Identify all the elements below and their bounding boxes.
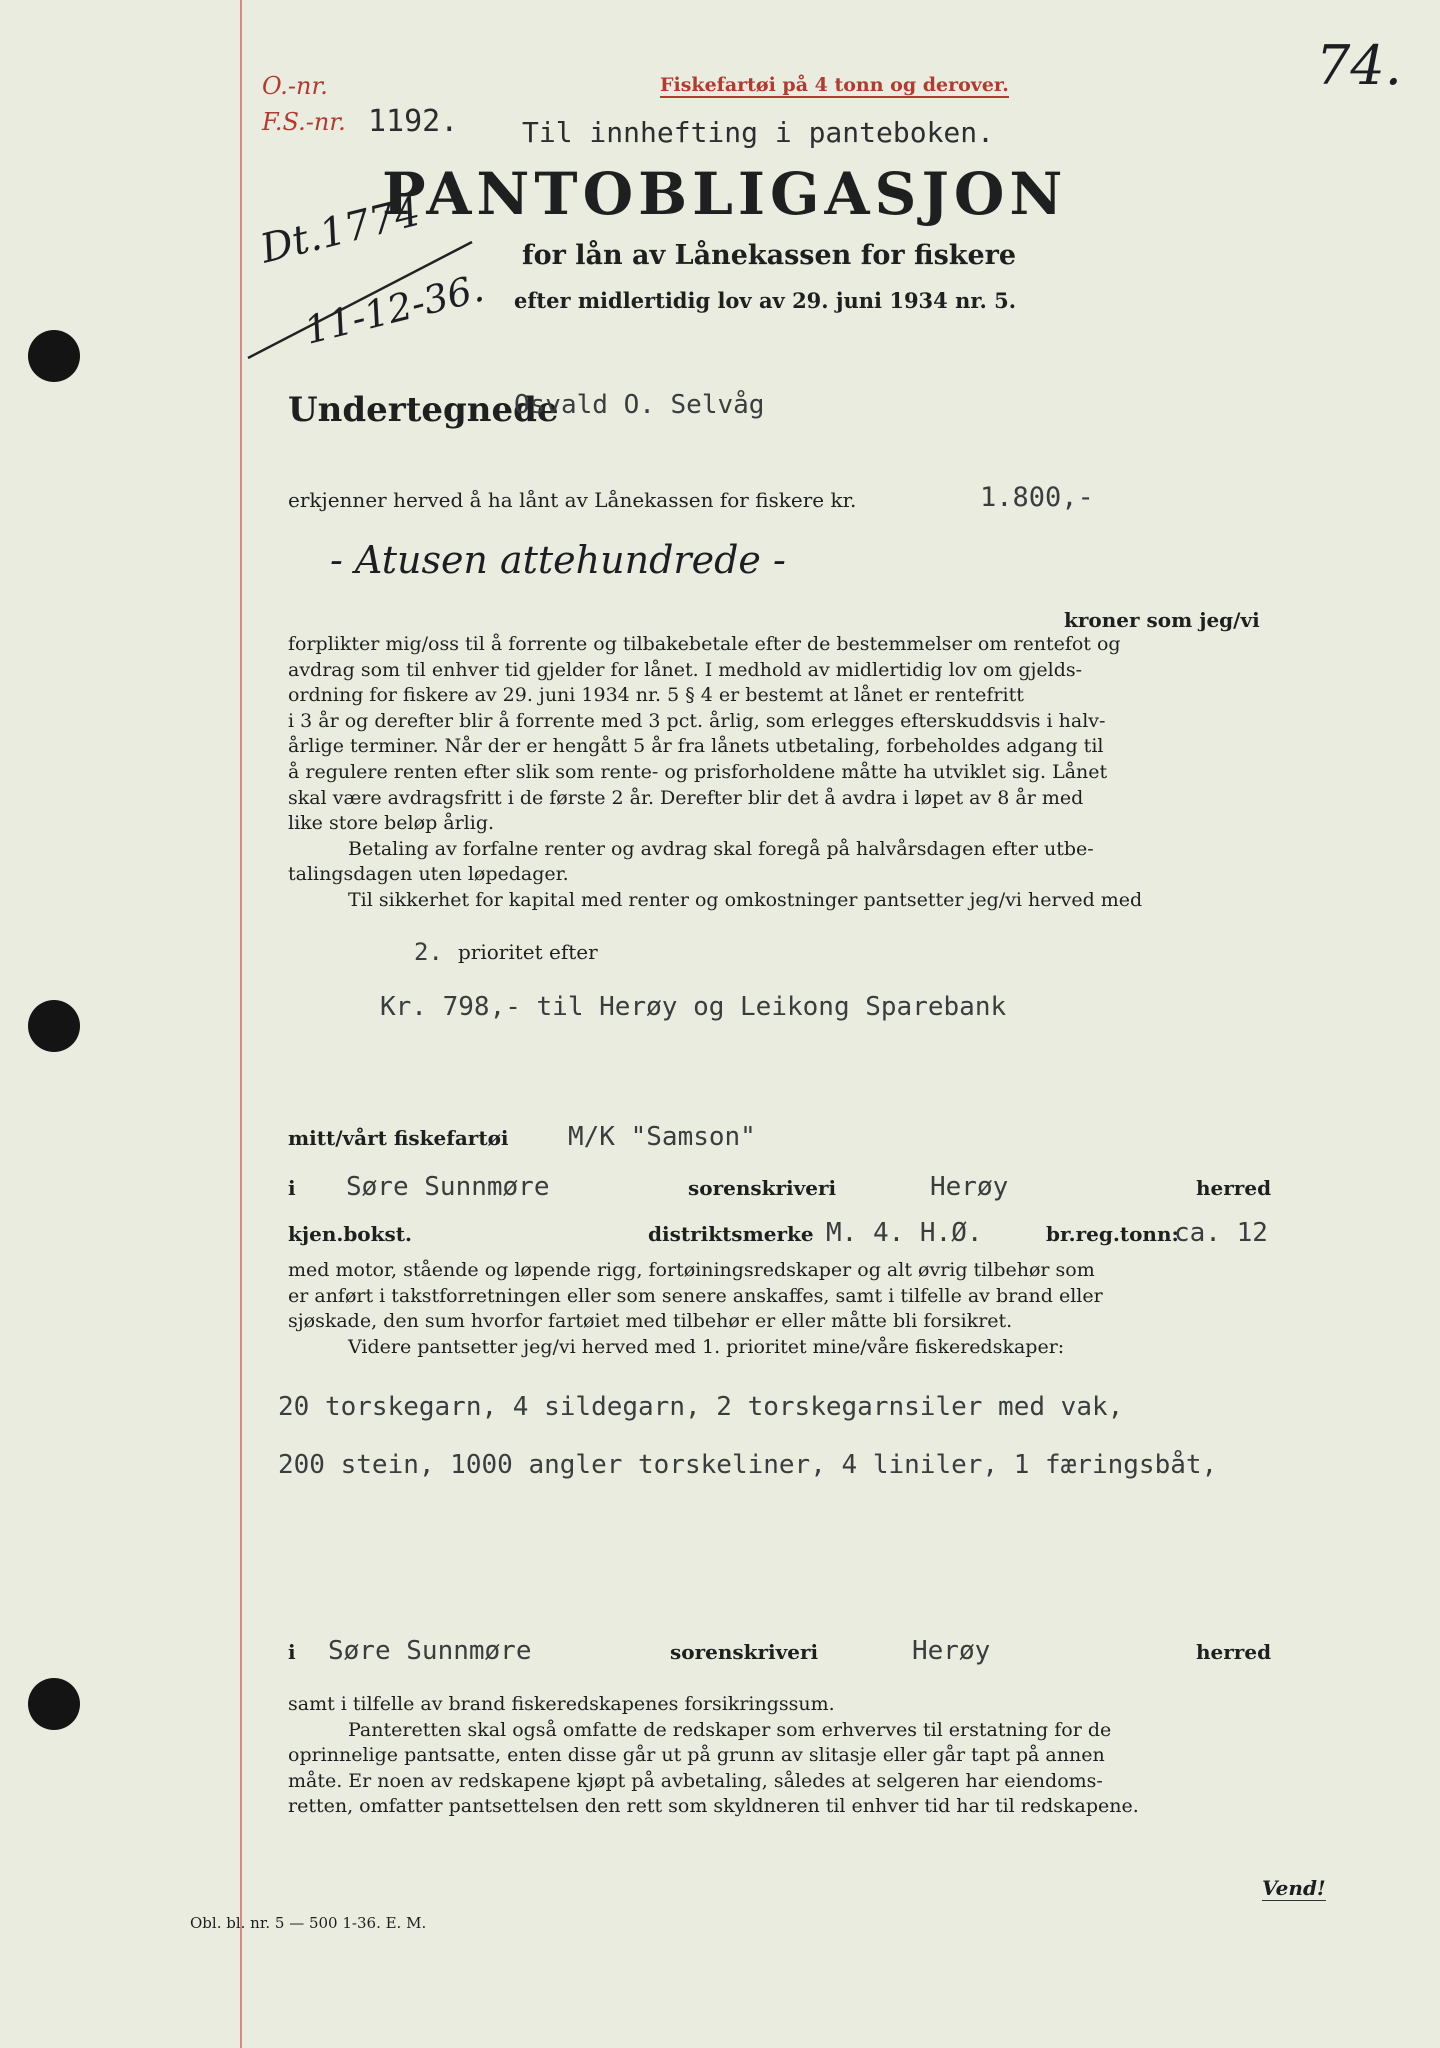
instruction-text: Til innhefting i panteboken. (522, 116, 995, 149)
vessel-herred-value: Herøy (930, 1172, 1009, 1202)
equipment-paragraph (288, 1258, 1272, 1360)
vessel-label: mitt/vårt fiskefartøi (288, 1126, 509, 1150)
o-nr-label: O.-nr. (262, 72, 328, 100)
gear-list-line: 20 torskegarn, 4 sildegarn, 2 torskegarnsiler med vak, (278, 1392, 1124, 1422)
law-reference: efter midlertidig lov av 29. juni 1934 nr. 5. (514, 288, 1017, 313)
distrikt-value: M. 4. H.Ø. (826, 1218, 983, 1248)
form-reference: Obl. bl. nr. 5 — 500 1-36. E. M. (190, 1914, 427, 1932)
page-subtitle: for lån av Lånekassen for fiskere (522, 240, 1017, 271)
closing-line: måte. Er noen av redskapene kjøpt på avbetaling, således at selgeren har eiendoms- (288, 1769, 1103, 1792)
terms-line: like store beløp årlig. (288, 812, 495, 835)
margin-line (240, 0, 242, 2048)
security-line: Til sikkerhet for kapital med renter og omkostninger pantsetter jeg/vi herved med (348, 888, 1143, 911)
payment-line: talingsdagen uten løpedager. (288, 863, 569, 886)
equipment-line: er anført i takstforretningen eller som senere anskaffes, samt i tilfelle av brand eller (288, 1284, 1103, 1307)
vessel-i-label: i (288, 1176, 296, 1200)
closing-paragraph (288, 1692, 1272, 1820)
tonn-label: br.reg.tonn: (1046, 1222, 1179, 1246)
loan-acknowledgement: erkjenner herved å ha lånt av Lånekassen for fiskere kr. (288, 488, 857, 512)
prior-claim: Kr. 798,- til Herøy og Leikong Sparebank (380, 992, 1007, 1022)
closing-line: Panteretten skal også omfatte de redskaper som erhverves til erstatning for de (348, 1718, 1112, 1741)
gear-i-label: i (288, 1640, 296, 1664)
terms-line: forplikter mig/oss til å forrente og tilbakebetale efter de bestemmelser om rentefot og (288, 633, 1121, 655)
terms-line: å regulere renten efter slik som rente- og prisforholdene måtte ha utviklet sig. Lånet (288, 760, 1108, 783)
page-title: PANTOBLIGASJON (382, 160, 1068, 228)
equipment-line: sjøskade, den sum hvorfor fartøiet med tilbehør er eller måtte bli forsikret. (288, 1310, 1013, 1333)
priority-label: prioritet efter (458, 940, 598, 964)
registration-note: Dt.1774 (256, 188, 425, 273)
payment-line: Betaling av forfalne renter og avdrag skal foregå på halvårsdagen efter utbe- (348, 837, 1094, 860)
page-number: 74. (1316, 34, 1402, 97)
vessel-name: M/K "Samson" (568, 1122, 756, 1152)
gear-herred-label: herred (1196, 1640, 1272, 1664)
vessel-herred-label: herred (1196, 1176, 1272, 1200)
terms-line: ordning for fiskere av 29. juni 1934 nr. 5 § 4 er bestemt at lånet er rentefritt (288, 684, 1024, 707)
gear-herred-value: Herøy (912, 1636, 991, 1666)
registration-underline (246, 236, 476, 366)
terms-line: skal være avdragsfritt i de første 2 år. Derefter blir det å avdra i løpet av 8 år med (288, 786, 1084, 809)
insurance-line: samt i tilfelle av brand fiskeredskapenes forsikringssum. (288, 1693, 835, 1715)
priority-number: 2. (414, 938, 443, 966)
gear-list-line: 200 stein, 1000 angler torskeliner, 4 liniler, 1 færingsbåt, (278, 1450, 1218, 1480)
punch-hole-middle (28, 1000, 80, 1052)
terms-line: avdrag som til enhver tid gjelder for lånet. I medhold av midlertidig lov om gjelds- (288, 658, 1083, 681)
gear-sorenskriveri-label: sorenskriveri (670, 1640, 819, 1664)
gear-district: Søre Sunnmøre (328, 1636, 532, 1666)
vessel-district: Søre Sunnmøre (346, 1172, 550, 1202)
loan-amount-words: - Atusen attehundrede - (330, 538, 786, 582)
vessel-sorenskriveri-label: sorenskriveri (688, 1176, 837, 1200)
registration-date: 11-12-36. (300, 265, 489, 353)
terms-line: i 3 år og derefter blir å forrente med 3 pct. årlig, som erlegges efterskuddsvis i halv- (288, 709, 1106, 732)
tonn-value: ca. 12 (1174, 1218, 1268, 1248)
distrikt-label: distriktsmerke (648, 1222, 814, 1246)
punch-hole-top (28, 330, 80, 382)
terms-line: årlige terminer. Når der er hengått 5 år fra lånets utbetaling, forbeholdes adgang til (288, 735, 1104, 758)
kjen-label: kjen.bokst. (288, 1222, 412, 1246)
category-label: Fiskefartøi på 4 tonn og derover. (660, 74, 1009, 96)
punch-hole-bottom (28, 1678, 80, 1730)
kroner-text: kroner som jeg/vi (1064, 608, 1260, 632)
terms-paragraph (288, 632, 1272, 914)
vend-label: Vend! (1262, 1876, 1326, 1900)
closing-line: retten, omfatter pantsettelsen den rett som skyldneren til enhver tid har til redskapene. (288, 1795, 1139, 1818)
fs-nr-value: 1192. (368, 104, 459, 139)
fs-nr-label: F.S.-nr. (262, 108, 346, 136)
closing-line: oprinnelige pantsatte, enten disse går ut på grunn av slitasje eller går tapt på annen (288, 1744, 1105, 1767)
gear-intro: Videre pantsetter jeg/vi herved med 1. prioritet mine/våre fiskeredskaper: (348, 1335, 1065, 1358)
equipment-line: med motor, stående og løpende rigg, fortøiningsredskaper og alt øvrig tilbehør som (288, 1259, 1095, 1281)
signer-label-text: Undertegnede (288, 390, 559, 430)
signer-name: Osvald O. Selvåg (514, 390, 765, 420)
loan-amount: 1.800,- (980, 482, 1094, 513)
